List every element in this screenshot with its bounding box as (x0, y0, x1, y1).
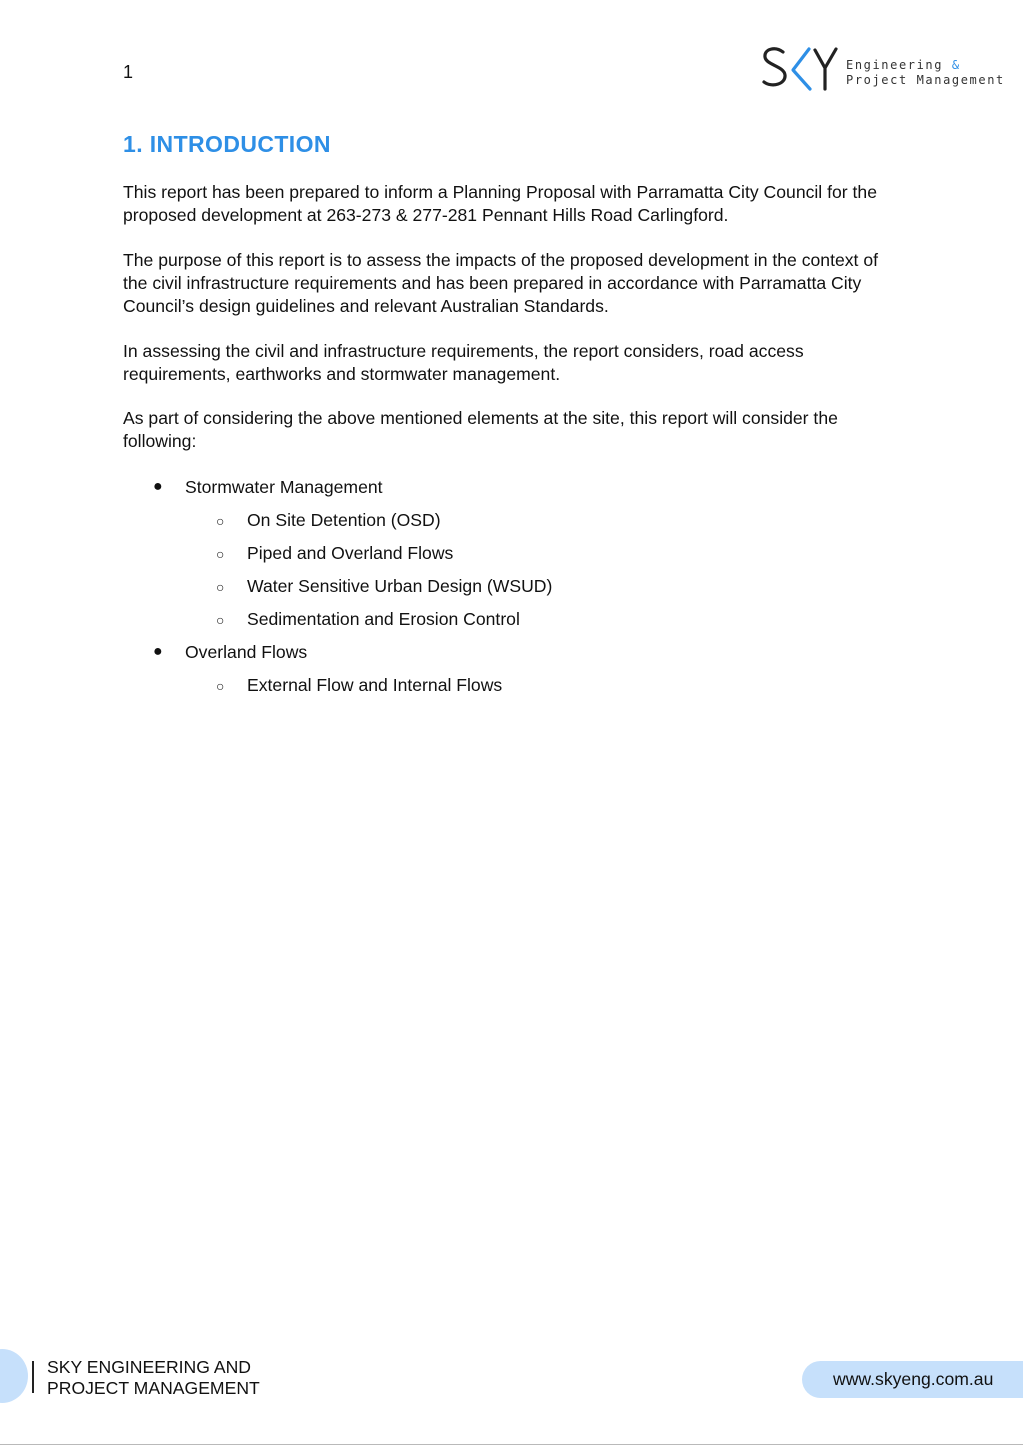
bullet-icon: ● (153, 478, 163, 495)
sub-list-item-label: Sedimentation and Erosion Control (247, 609, 520, 629)
sub-list-item (123, 540, 823, 573)
footer-company-name (47, 1357, 260, 1399)
sub-list-item (123, 606, 823, 639)
paragraph-3: In assessing the civil and infrastructure requirements, the report considers, road access requirements, earthworks and stormwater management. (123, 341, 804, 384)
circle-bullet-icon: ○ (216, 612, 225, 628)
logo-line-project-management: Project Management (846, 73, 1005, 87)
paragraph-2: The purpose of this report is to assess the impacts of the proposed development in the context of the civil infrastructure requirements and has been prepared in accordance with Parramatta City Council’s design guidelines and relevant Australian Standards. (123, 250, 879, 316)
section-heading: 1. INTRODUCTION (123, 131, 331, 157)
footer-company-line-2: PROJECT MANAGEMENT (47, 1378, 260, 1398)
sub-list-item (123, 573, 823, 606)
footer-website-link[interactable]: www.skyeng.com.au (833, 1369, 994, 1389)
paragraph-1: This report has been prepared to inform a Planning Proposal with Parramatta City Council for the proposed development at 263-273 & 277-281 Pennant Hills Road Carlingford. (123, 182, 877, 225)
list-item-label: Overland Flows (185, 642, 308, 662)
footer-circle-decoration (0, 1349, 28, 1403)
sub-list-item-label: On Site Detention (OSD) (247, 510, 441, 530)
page-bottom-rule (0, 1444, 1023, 1445)
sub-list-item (123, 507, 823, 540)
footer-divider (32, 1361, 34, 1393)
sub-list-item (123, 672, 823, 705)
bullet-icon: ● (153, 643, 163, 660)
footer-company-line-1: SKY ENGINEERING AND (47, 1357, 252, 1377)
circle-bullet-icon: ○ (216, 513, 225, 529)
circle-bullet-icon: ○ (216, 678, 225, 694)
list-item (123, 639, 823, 672)
topic-list (123, 474, 823, 705)
paragraph-4: As part of considering the above mentioned elements at the site, this report will consider the following: (123, 408, 838, 451)
page-number: 1 (123, 62, 134, 82)
logo-tagline (846, 58, 1005, 88)
sub-list-item-label: Water Sensitive Urban Design (WSUD) (247, 576, 553, 596)
logo-line-engineering: Engineering (846, 58, 944, 72)
sub-list-item-label: External Flow and Internal Flows (247, 675, 503, 695)
circle-bullet-icon: ○ (216, 579, 225, 595)
sub-list-item-label: Piped and Overland Flows (247, 543, 454, 563)
company-logo (762, 44, 1012, 100)
circle-bullet-icon: ○ (216, 546, 225, 562)
logo-ampersand: & (951, 58, 961, 72)
list-item (123, 474, 823, 507)
sky-logo-mark (762, 44, 842, 100)
list-item-label: Stormwater Management (185, 477, 383, 497)
